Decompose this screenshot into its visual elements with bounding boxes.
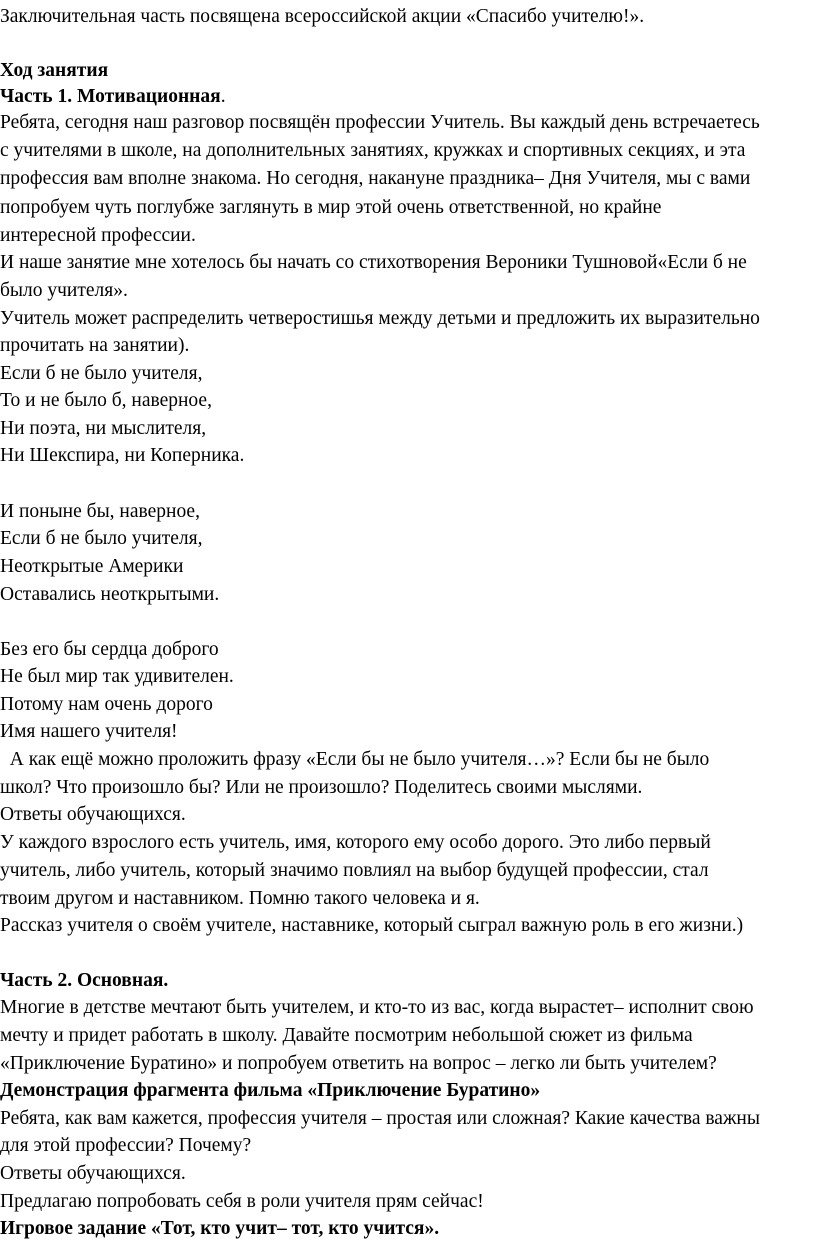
poem-line: И поныне бы, наверное, [0,501,200,522]
game-task-heading: Игровое задание «Тот, кто учит– тот, кто учится». [0,1218,440,1239]
poem-line: Имя нашего учителя! [0,721,178,742]
paragraph-line: А как ещё можно проложить фразу «Если бы не было учителя…»? Если бы не было [0,749,710,770]
paragraph-line: Предлагаю попробовать себя в роли учителя прям сейчас! [0,1191,484,1212]
part-1-title: Часть 1. Мотивационная [0,86,221,107]
paragraph-line: учитель, либо учитель, который значимо повлиял на выбор будущей профессии, стал [0,860,709,881]
paragraph-line: прочитать на занятии). [0,335,190,356]
poem-line: Неоткрытые Америки [0,556,184,577]
paragraph-line: Ответы обучающихся. [0,1163,186,1184]
poem-line: Не был мир так удивителен. [0,666,234,687]
paragraph-line: попробуем чуть поглубже заглянуть в мир этой очень ответственной, но крайне [0,197,662,218]
paragraph-line: было учителя». [0,280,128,301]
poem-line: Без его бы сердца доброго [0,639,219,660]
poem-line: Если б не было учителя, [0,528,203,549]
paragraph-line: интересной профессии. [0,225,196,246]
poem-line: Оставались неоткрытыми. [0,584,220,605]
paragraph-line: Многие в детстве мечтают быть учителем, и кто-то из вас, когда вырастет– исполнит свою [0,997,754,1018]
intro-text: Заключительная часть посвящена всероссийской акции «Спасибо учителю!». [0,6,645,27]
paragraph-line: И наше занятие мне хотелось бы начать со стихотворения Вероники Тушновой«Если б не [0,252,747,273]
poem-line: Ни поэта, ни мыслителя, [0,418,207,439]
poem-line: Если б не было учителя, [0,363,203,384]
lesson-heading: Ход занятия [0,60,109,81]
paragraph-line: с учителями в школе, на дополнительных занятиях, кружках и спортивных секциях, и эта [0,140,746,161]
poem-line: Потому нам очень дорого [0,694,213,715]
paragraph-line: У каждого взрослого есть учитель, имя, которого ему особо дорого. Это либо первый [0,832,711,853]
paragraph-line: твоим другом и наставником. Помню такого человека и я. [0,888,480,909]
paragraph-line: школ? Что произошло бы? Или не произошло? Поделитесь своими мыслями. [0,777,643,798]
part-1-heading [0,84,226,110]
paragraph-line: профессия вам вполне знакома. Но сегодня, накануне праздника– Дня Учителя, мы с вами [0,168,751,189]
part-2-heading: Часть 2. Основная. [0,970,169,991]
paragraph-line: для этой профессии? Почему? [0,1135,252,1156]
film-demo-heading: Демонстрация фрагмента фильма «Приключение Буратино» [0,1080,541,1101]
poem-line: То и не было б, наверное, [0,390,212,411]
paragraph-line: Ребята, сегодня наш разговор посвящён профессии Учитель. Вы каждый день встречаетесь [0,112,760,133]
part-1-title-period: . [220,86,226,107]
poem-line: Ни Шекспира, ни Коперника. [0,445,245,466]
paragraph-line: мечту и придет работать в школу. Давайте посмотрим небольшой сюжет из фильма [0,1025,693,1046]
paragraph-line: Рассказ учителя о своём учителе, наставнике, который сыграл важную роль в его жизни.) [0,915,744,936]
paragraph-line: Учитель может распределить четверостишья между детьми и предложить их выразительно [0,308,760,329]
paragraph-line: Ребята, как вам кажется, профессия учителя – простая или сложная? Какие качества важны [0,1108,760,1129]
paragraph-line: Ответы обучающихся. [0,804,186,825]
paragraph-line: «Приключение Буратино» и попробуем ответить на вопрос – легко ли быть учителем? [0,1053,717,1074]
